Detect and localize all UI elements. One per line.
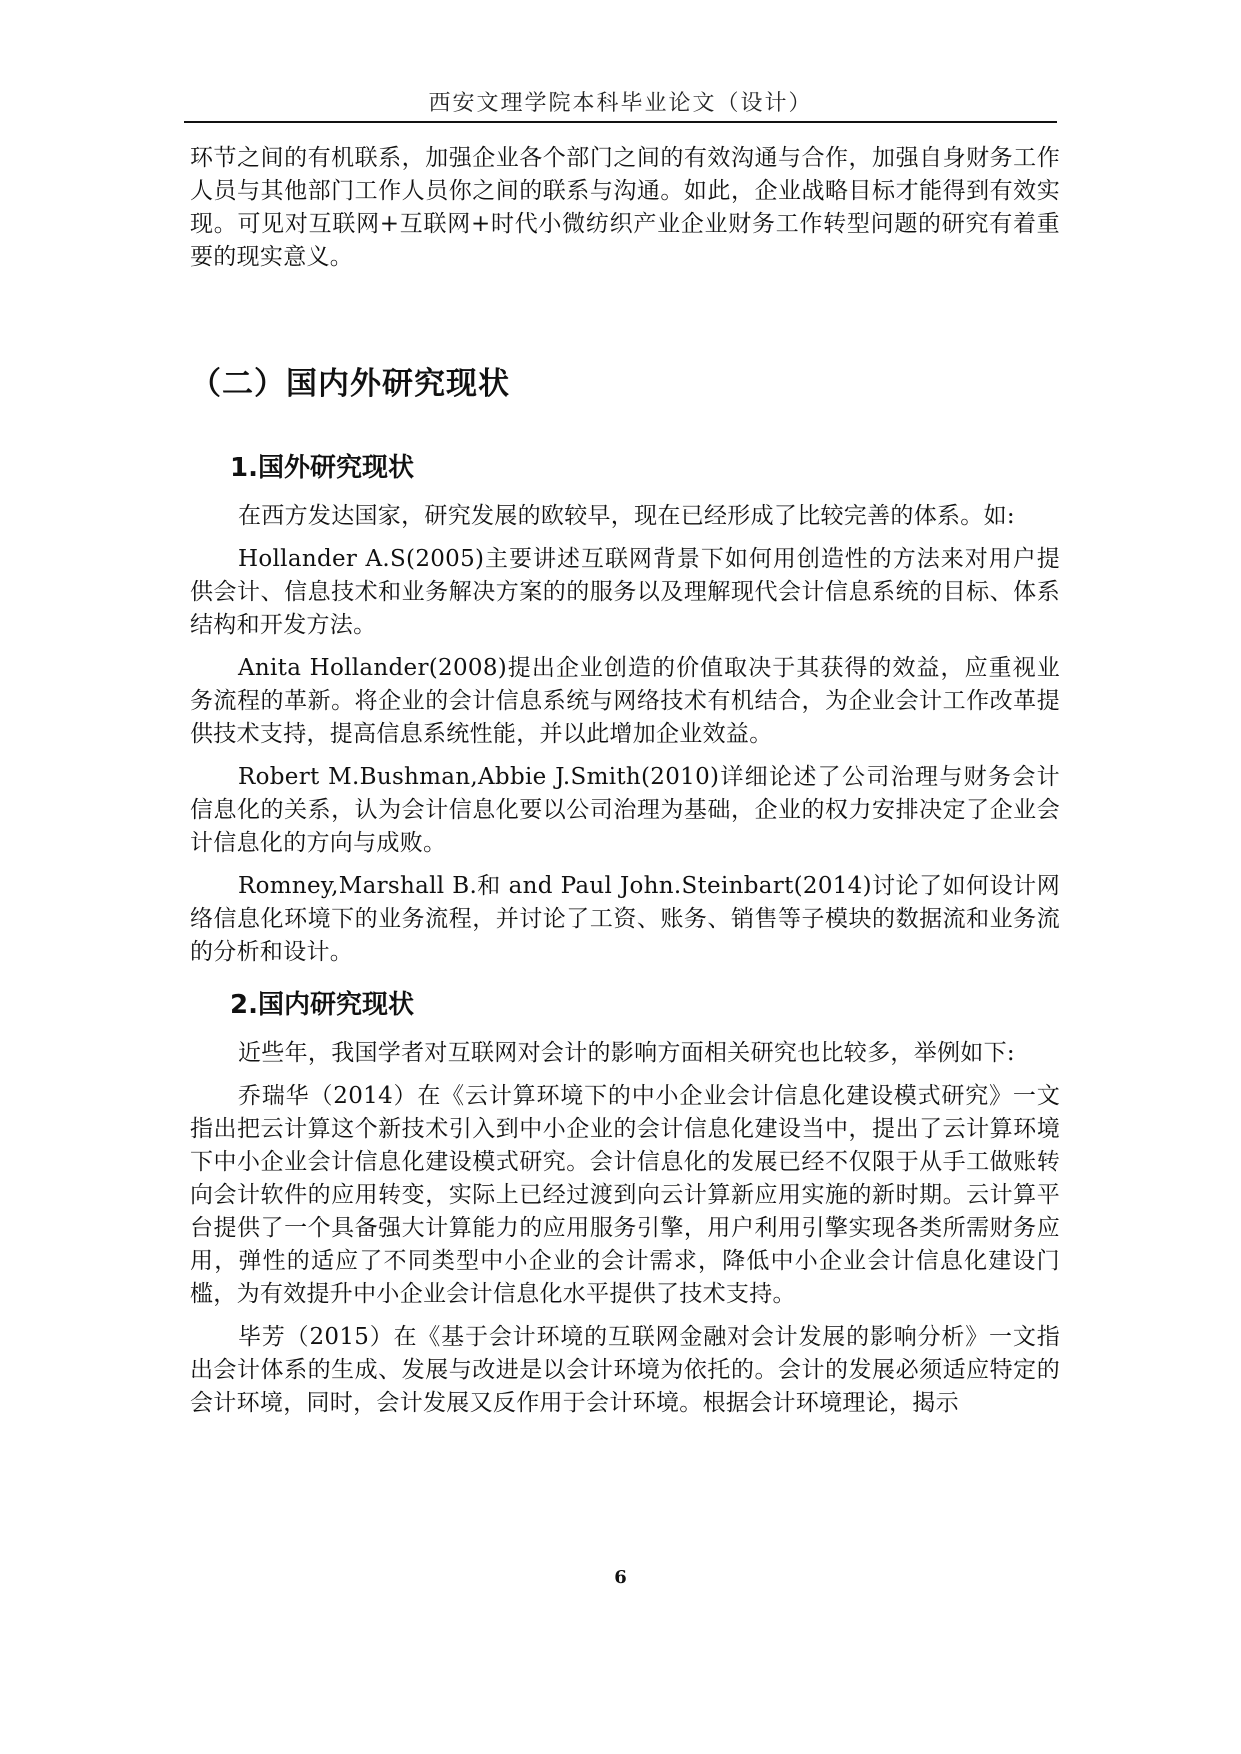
subsection-heading-domestic: 2.国内研究现状: [230, 990, 414, 1020]
paragraph-bushman-smith: Robert M.Bushman,Abbie J.Smith(2010)详细论述了公司治理与财务会计信息化的关系，认为会计信息化要以公司治理为基础，企业的权力安排决定了企业会计信息化的方向与成败。: [190, 764, 1060, 856]
paragraph-hollander-as: Hollander A.S(2005)主要讲述互联网背景下如何用创造性的方法来对用户提供会计、信息技术和业务解决方案的的服务以及理解现代会计信息系统的目标、体系结构和开发方法。: [190, 546, 1060, 638]
page-body: [190, 142, 1060, 1420]
running-header: 西安文理学院本科毕业论文（设计）: [428, 91, 813, 116]
paragraph-foreign-intro: 在西方发达国家，研究发展的欧较早，现在已经形成了比较完善的体系。如:: [238, 503, 1015, 529]
page-number: 6: [614, 1567, 627, 1588]
paragraph-anita-hollander: Anita Hollander(2008)提出企业创造的价值取决于其获得的效益，应重视业务流程的革新。将企业的会计信息系统与网络技术有机结合，为企业会计工作改革提供技术支持，提高信息系统性能，并以此增加企业效益。: [190, 655, 1060, 747]
paragraph-intro: 环节之间的有机联系，加强企业各个部门之间的有效沟通与合作，加强自身财务工作人员与其他部门工作人员你之间的联系与沟通。如此，企业战略目标才能得到有效实现。可见对互联网+互联网+时代小微纺织产业企业财务工作转型问题的研究有着重要的现实意义。: [190, 145, 1060, 270]
section-heading: （二）国内外研究现状: [190, 366, 510, 402]
paragraph-romney-steinbart: Romney,Marshall B.和 and Paul John.Steinbart(2014)讨论了如何设计网络信息化环境下的业务流程，并讨论了工资、账务、销售等子模块的数据流和业务流的分析和设计。: [190, 873, 1060, 965]
paragraph-qiao-ruihua: 乔瑞华（2014）在《云计算环境下的中小企业会计信息化建设模式研究》一文指出把云计算这个新技术引入到中小企业的会计信息化建设当中，提出了云计算环境下中小企业会计信息化建设模式研究。会计信息化的发展已经不仅限于从手工做账转向会计软件的应用转变，实际上已经过渡到向云计算新应用实施的新时期。云计算平台提供了一个具备强大计算能力的应用服务引擎，用户利用引擎实现各类所需财务应用，弹性的适应了不同类型中小企业的会计需求，降低中小企业会计信息化建设门槛，为有效提升中小企业会计信息化水平提供了技术支持。: [190, 1083, 1060, 1307]
subsection-heading-foreign: 1.国外研究现状: [230, 453, 414, 483]
header-divider: [184, 121, 1057, 123]
paragraph-domestic-intro: 近些年，我国学者对互联网对会计的影响方面相关研究也比较多，举例如下:: [238, 1040, 1015, 1066]
paragraph-bi-fang: 毕芳（2015）在《基于会计环境的互联网金融对会计发展的影响分析》一文指出会计体系的生成、发展与改进是以会计环境为依托的。会计的发展必须适应特定的会计环境，同时，会计发展又反作用于会计环境。根据会计环境理论，揭示: [190, 1324, 1060, 1416]
